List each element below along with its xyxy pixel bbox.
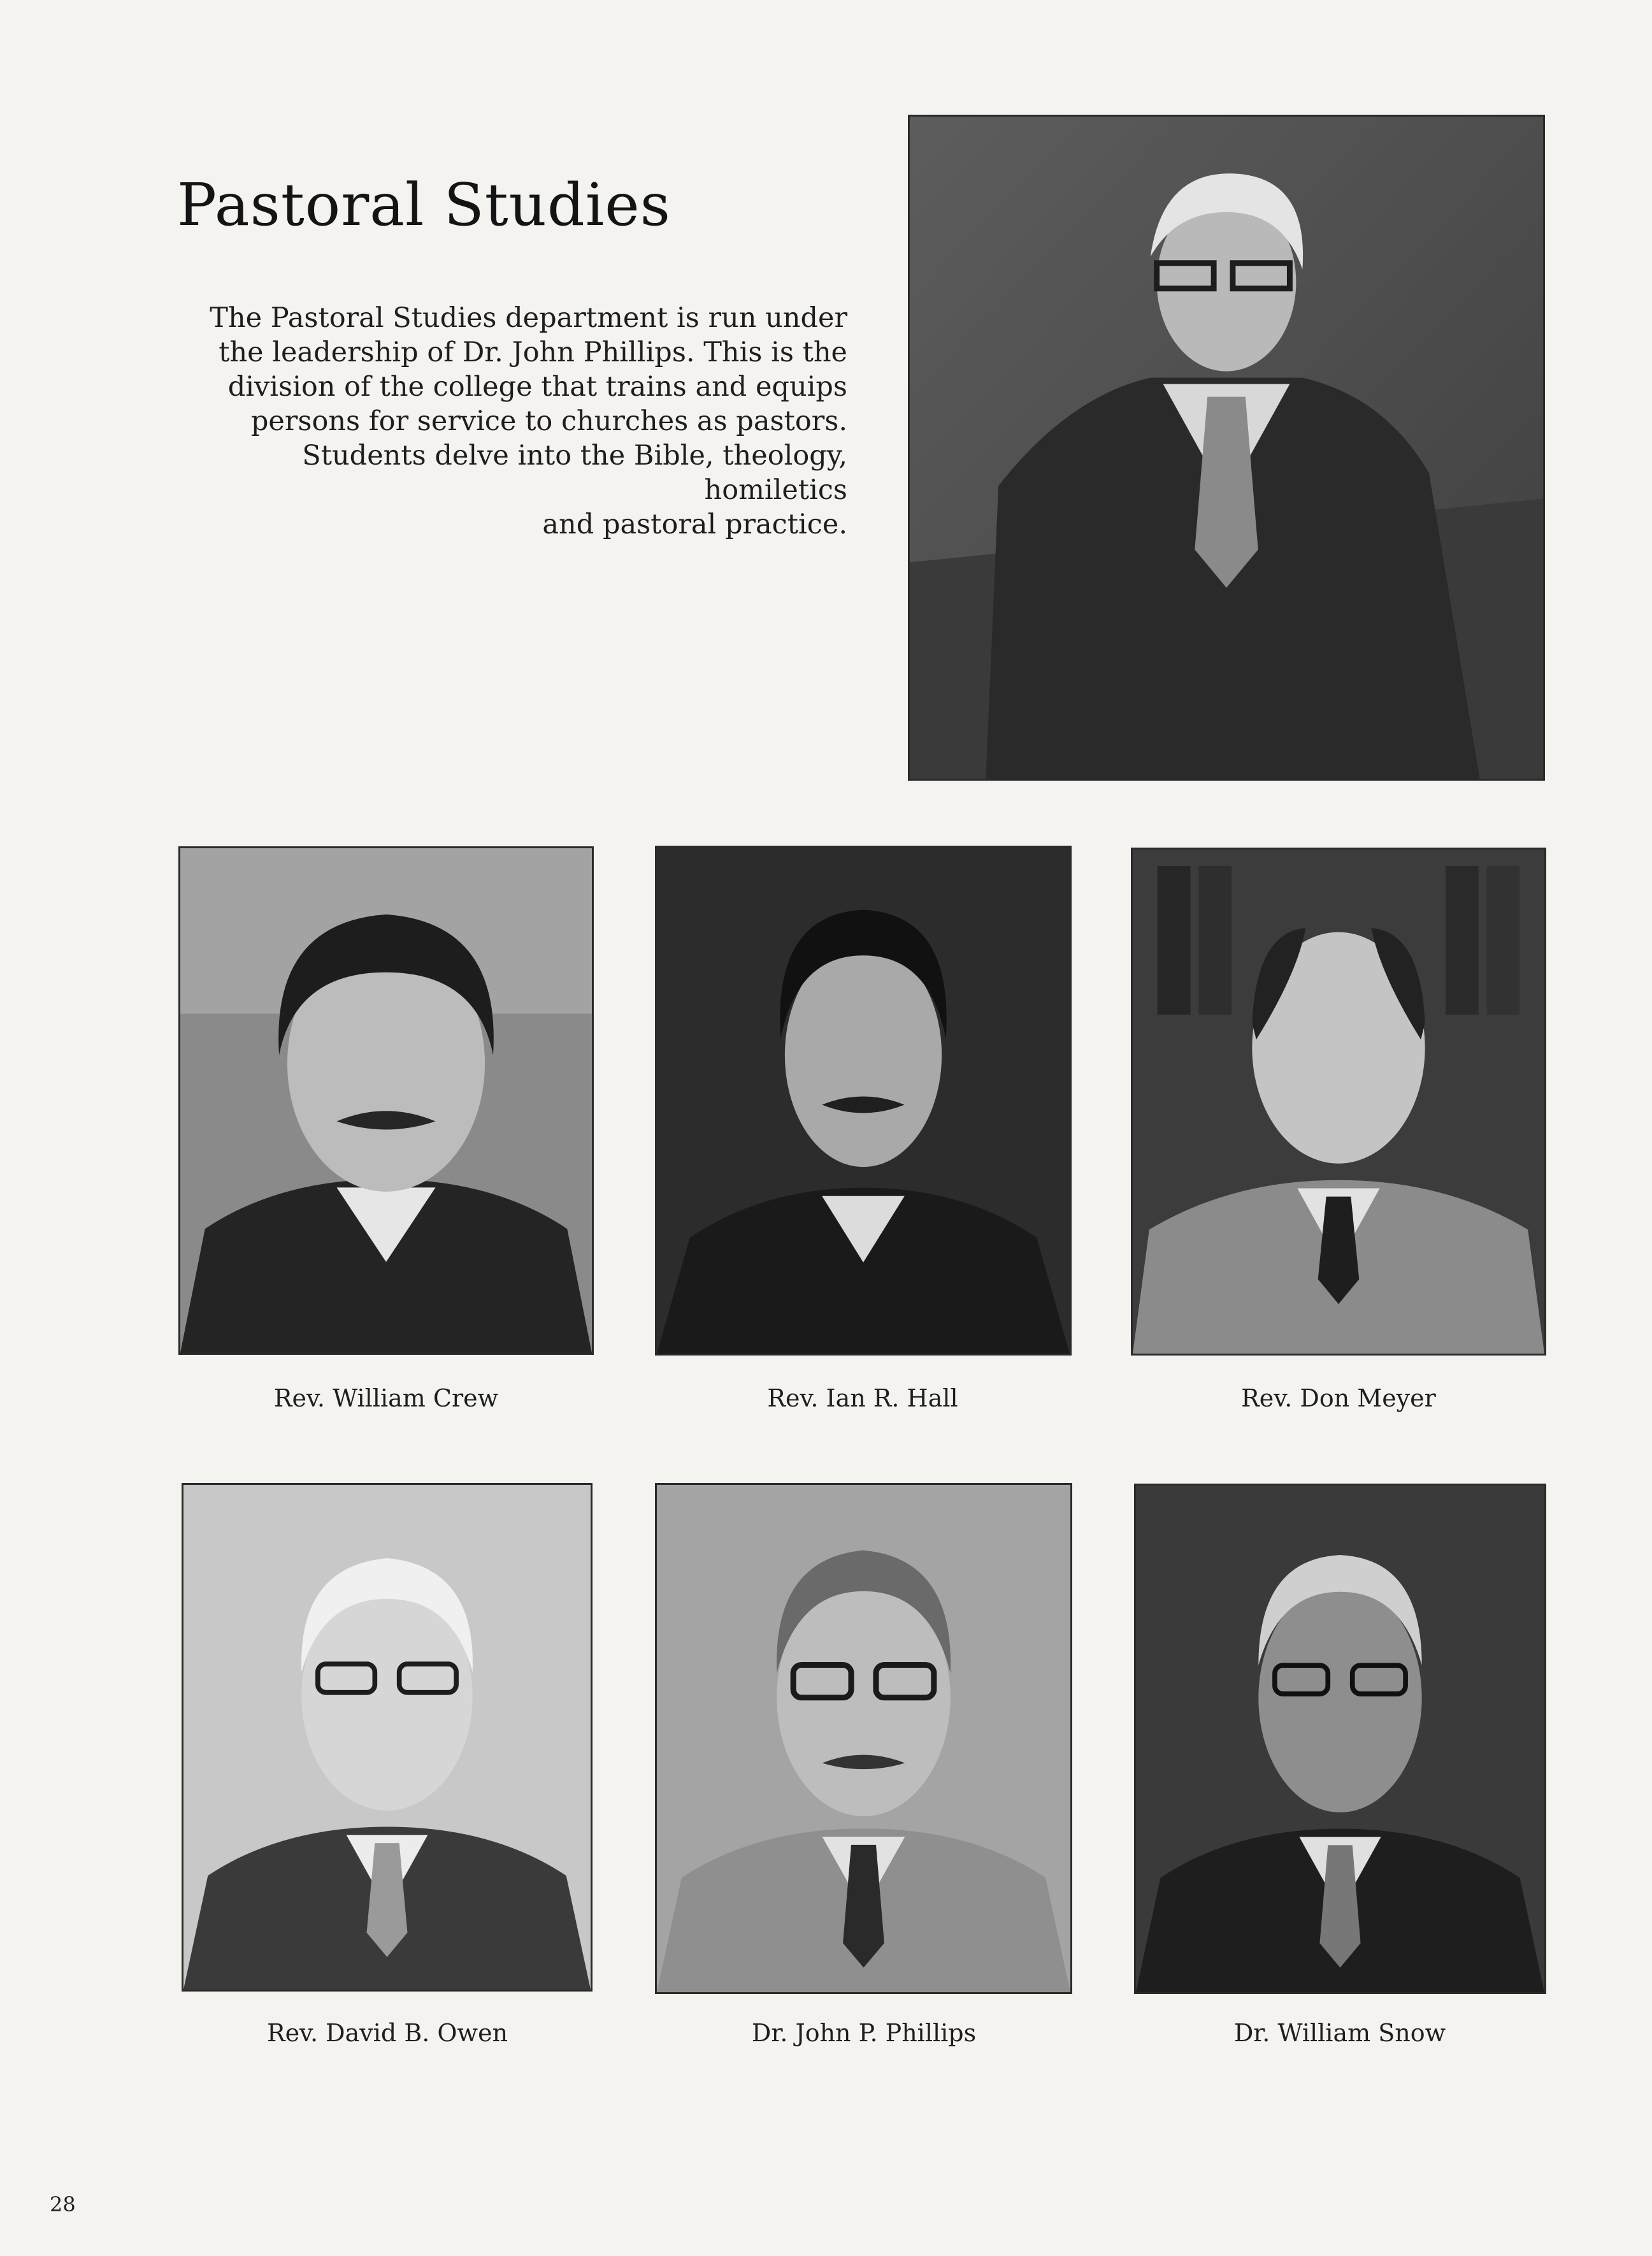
portrait-image [180,848,592,1353]
intro-line: and pastoral practice. [542,509,847,540]
intro-line: persons for service to churches as pastors. [250,405,847,437]
feature-photo-image [910,117,1543,779]
intro-paragraph [153,301,847,542]
intro-line: division of the college that trains and equips [227,371,847,403]
portrait-photo [1131,848,1546,1356]
portrait-caption: Rev. Ian R. Hall [767,1384,958,1412]
portrait-image [1136,1486,1544,1992]
portrait-photo [1134,1484,1546,1994]
portrait-photo [655,846,1072,1356]
page-title: Pastoral Studies [177,171,671,239]
portrait-caption: Dr. John P. Phillips [751,2019,977,2047]
portrait-caption: Dr. William Snow [1233,2019,1446,2047]
portrait-photo [655,1483,1072,1994]
intro-line: the leadership of Dr. John Phillips. This is the [219,336,847,368]
portrait-image [1133,850,1544,1354]
intro-line: Students delve into the Bible, theology, homiletics [302,440,847,506]
portrait-caption: Rev. William Crew [273,1384,499,1412]
portrait-image [183,1485,591,1990]
feature-photo [908,115,1545,781]
intro-line: The Pastoral Studies department is run under [210,302,847,334]
portrait-photo [178,846,594,1355]
portrait-caption: Rev. David B. Owen [266,2019,508,2047]
portrait-image [657,1485,1070,1992]
portrait-caption: Rev. Don Meyer [1241,1384,1436,1412]
portrait-image [657,848,1070,1354]
portrait-photo [182,1483,593,1992]
page-number: 28 [50,2192,76,2216]
